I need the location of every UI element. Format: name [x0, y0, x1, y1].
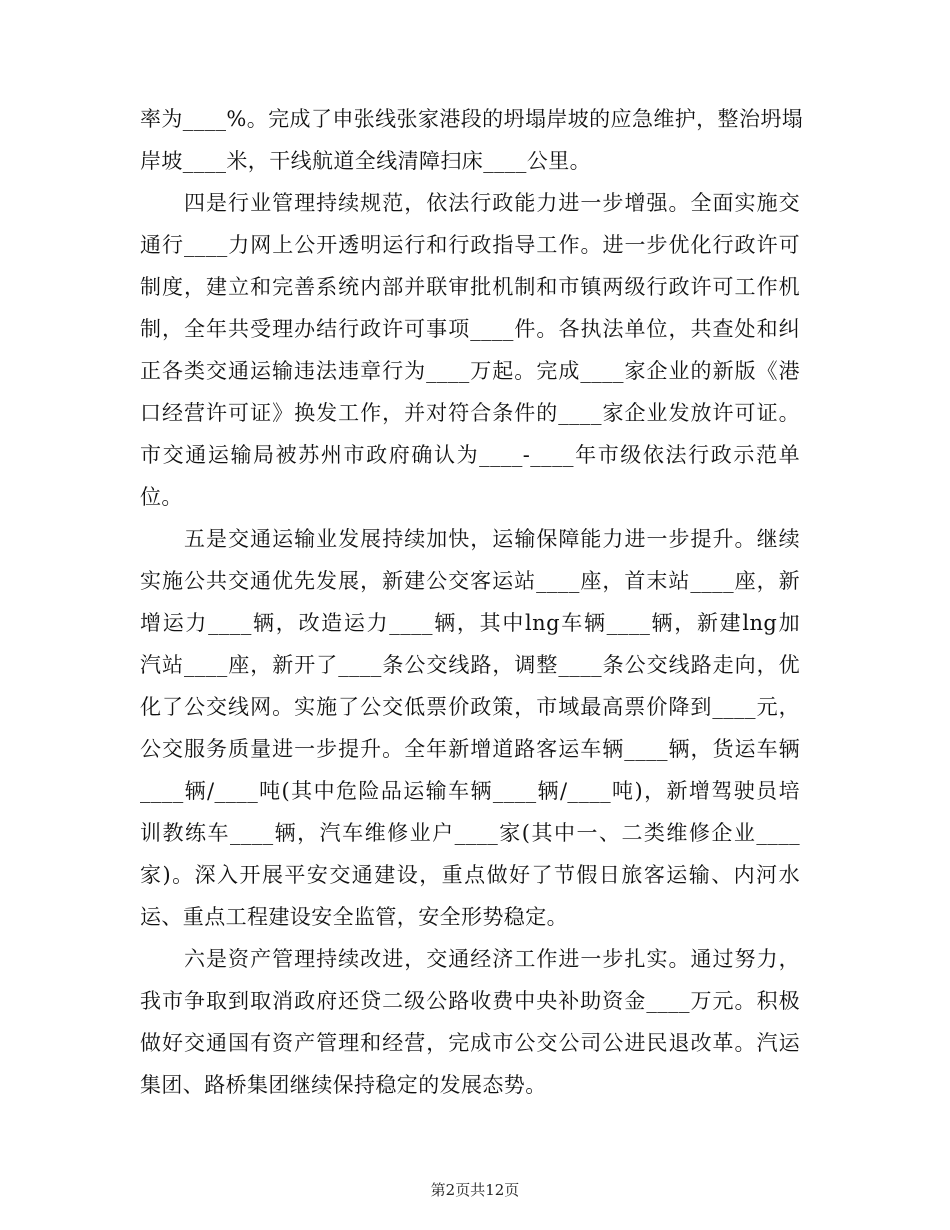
paragraph-first-line: 六是资产管理持续改进，交通经济工作进一步扎实。通过努力， — [184, 947, 800, 971]
text-line: 化了公交线网。实施了公交低票价政策，市域最高票价降到____元， — [140, 695, 800, 719]
text-line: 正各类交通运输违法违章行为____万起。完成____家企业的新版《港 — [140, 359, 800, 383]
text-line: 制，全年共受理办结行政许可事项____件。各执法单位，共查处和纠 — [140, 317, 800, 341]
text-line: 通行____力网上公开透明运行和行政指导工作。进一步优化行政许可 — [140, 233, 800, 257]
text-line: 运、重点工程建设安全监管，安全形势稳定。 — [140, 905, 568, 929]
text-line: 位。 — [140, 485, 183, 509]
body-text — [140, 98, 804, 1106]
text-line: 增运力____辆，改造运力____辆，其中lng车辆____辆，新建lng加 — [140, 611, 800, 635]
text-line: ____辆/____吨(其中危险品运输车辆____辆/____吨)，新增驾驶员培 — [140, 779, 800, 803]
paragraph-first-line: 五是交通运输业发展持续加快，运输保障能力进一步提升。继续 — [184, 527, 800, 551]
text-line: 我市争取到取消政府还贷二级公路收费中央补助资金____万元。积极 — [140, 989, 800, 1013]
text-line: 岸坡____米，干线航道全线清障扫床____公里。 — [140, 149, 591, 173]
text-line: 训教练车____辆，汽车维修业户____家(其中一、二类维修企业____ — [140, 821, 800, 845]
text-line: 实施公共交通优先发展，新建公交客运站____座，首末站____座，新 — [140, 569, 800, 593]
text-line: 集团、路桥集团继续保持稳定的发展态势。 — [140, 1073, 547, 1097]
text-line: 汽站____座，新开了____条公交线路，调整____条公交线路走向，优 — [140, 653, 800, 677]
text-line: 家)。深入开展平安交通建设，重点做好了节假日旅客运输、内河水 — [140, 863, 800, 887]
text-line: 做好交通国有资产管理和经营，完成市公交公司公进民退改革。汽运 — [140, 1031, 800, 1055]
text-line: 率为____%。完成了申张线张家港段的坍塌岸坡的应急维护，整治坍塌 — [140, 107, 804, 131]
paragraph-first-line: 四是行业管理持续规范，依法行政能力进一步增强。全面实施交 — [184, 191, 800, 215]
text-line: 制度，建立和完善系统内部并联审批机制和市镇两级行政许可工作机 — [140, 275, 800, 299]
text-line: 公交服务质量进一步提升。全年新增道路客运车辆____辆，货运车辆 — [140, 737, 800, 761]
text-line: 市交通运输局被苏州市政府确认为____-____年市级依法行政示范单 — [140, 443, 800, 467]
page-number: 第2页共12页 — [430, 1181, 520, 1199]
text-line: 口经营许可证》换发工作，并对符合条件的____家企业发放许可证。 — [140, 401, 800, 425]
